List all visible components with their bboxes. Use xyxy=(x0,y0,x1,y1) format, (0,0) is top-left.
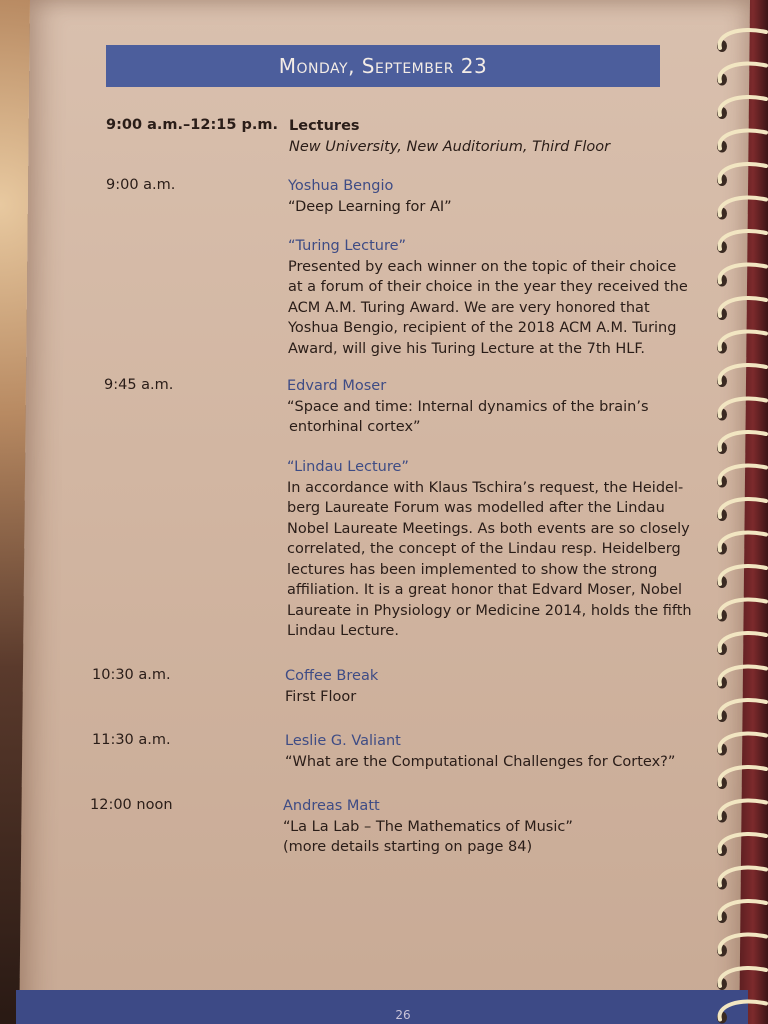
lindau-lecture-note xyxy=(287,457,692,642)
entry-lectures xyxy=(289,116,610,157)
time-moser: 9:45 a.m. xyxy=(104,377,174,393)
speaker-name: Leslie G. Valiant xyxy=(285,733,401,749)
note-line: Lindau Lecture. xyxy=(287,623,399,639)
note-heading: “Lindau Lecture” xyxy=(287,459,409,475)
page-reference: (more details starting on page 84) xyxy=(283,839,533,855)
entry-title: Lectures xyxy=(289,118,360,134)
note-line: Nobel Laureate Meetings. As both events are so closely xyxy=(287,520,690,537)
entry-valiant xyxy=(285,731,675,772)
time-valiant: 11:30 a.m. xyxy=(92,732,171,748)
note-line: In accordance with Klaus Tschira’s request, the Heidel- xyxy=(287,479,684,496)
note-line: berg Laureate Forum was modelled after the Lindau xyxy=(287,500,665,516)
entry-title: Coffee Break xyxy=(285,668,379,684)
time-coffee: 10:30 a.m. xyxy=(92,667,171,683)
note-heading: “Turing Lecture” xyxy=(288,238,407,254)
day-header xyxy=(106,45,660,87)
entry-coffee xyxy=(285,666,378,707)
talk-title: “Deep Learning for AI” xyxy=(288,198,452,215)
note-line: lectures has been implemented to show the strong xyxy=(287,561,658,578)
note-line: Yoshua Bengio, recipient of the 2018 ACM A.M. Turing xyxy=(288,320,677,336)
entry-matt xyxy=(283,796,573,858)
note-line: Laureate in Physiology or Medicine 2014, holds the fifth xyxy=(287,602,692,619)
speaker-name: Edvard Moser xyxy=(287,378,387,394)
entry-bengio xyxy=(288,176,452,217)
entry-venue: First Floor xyxy=(285,688,357,705)
spiral-coils xyxy=(717,30,766,1024)
talk-title-line: entorhinal cortex” xyxy=(289,419,421,435)
entry-moser xyxy=(287,376,649,438)
note-line: affiliation. It is a great honor that Edvard Moser, Nobel xyxy=(287,582,683,598)
note-line: Presented by each winner on the topic of their choice xyxy=(288,258,677,275)
note-line: at a forum of their choice in the year they received the xyxy=(288,279,688,295)
note-line: ACM A.M. Turing Award. We are very honored that xyxy=(288,299,650,316)
turing-lecture-note xyxy=(288,236,688,359)
time-matt: 12:00 noon xyxy=(90,797,173,813)
time-bengio: 9:00 a.m. xyxy=(106,177,176,193)
day-header-label: Monday, September 23 xyxy=(278,54,488,78)
talk-title: “La La Lab – The Mathematics of Music” xyxy=(283,818,573,835)
footer-band xyxy=(16,990,748,1024)
speaker-name: Andreas Matt xyxy=(283,798,380,814)
note-line: correlated, the concept of the Lindau resp. Heidelberg xyxy=(287,541,681,557)
entry-venue: New University, New Auditorium, Third Floor xyxy=(289,138,611,155)
time-lectures: 9:00 a.m.–12:15 p.m. xyxy=(106,117,278,133)
page-number: 26 xyxy=(395,1008,411,1022)
spiral-binding xyxy=(700,10,768,1024)
speaker-name: Yoshua Bengio xyxy=(288,178,394,194)
talk-title: “What are the Computational Challenges for Cortex?” xyxy=(285,753,676,770)
note-line: Award, will give his Turing Lecture at the 7th HLF. xyxy=(288,340,645,357)
talk-title-line: “Space and time: Internal dynamics of the brain’s xyxy=(287,398,649,415)
